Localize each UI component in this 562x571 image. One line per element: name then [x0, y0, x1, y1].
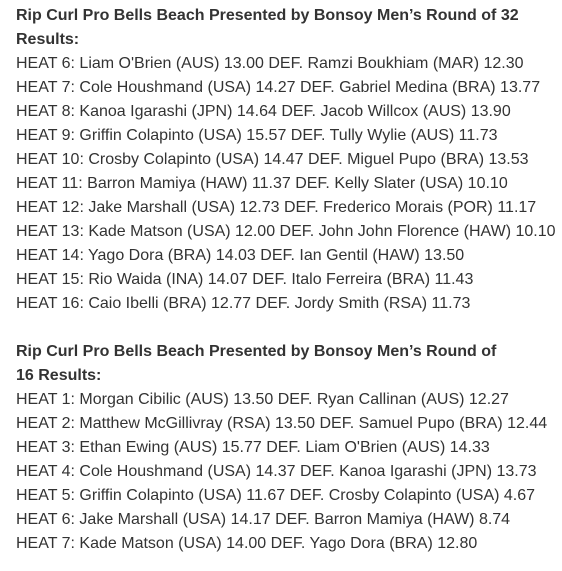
heat-result: HEAT 5: Griffin Colapinto (USA) 11.67 DEF. Crosby Colapinto (USA) 4.67 — [16, 487, 536, 504]
round-of-32-title: Rip Curl Pro Bells Beach Presented by Bonsoy Men’s Round of 32 Results: — [16, 7, 519, 48]
heat-result: HEAT 6: Liam O'Brien (AUS) 13.00 DEF. Ramzi Boukhiam (MAR) 12.30 — [16, 55, 524, 72]
heat-result: HEAT 1: Morgan Cibilic (AUS) 13.50 DEF. Ryan Callinan (AUS) 12.27 — [16, 391, 509, 408]
heat-result: HEAT 12: Jake Marshall (USA) 12.73 DEF. Frederico Morais (POR) 11.17 — [16, 199, 537, 216]
section-spacer — [16, 316, 546, 340]
round-of-16-results — [16, 388, 546, 556]
heat-result: HEAT 16: Caio Ibelli (BRA) 12.77 DEF. Jordy Smith (RSA) 11.73 — [16, 295, 471, 312]
round-of-32-results — [16, 52, 556, 316]
heat-result: HEAT 3: Ethan Ewing (AUS) 15.77 DEF. Liam O'Brien (AUS) 14.33 — [16, 439, 490, 456]
heat-result: HEAT 11: Barron Mamiya (HAW) 11.37 DEF. Kelly Slater (USA) 10.10 — [16, 175, 508, 192]
heat-result: HEAT 8: Kanoa Igarashi (JPN) 14.64 DEF. Jacob Willcox (AUS) 13.90 — [16, 103, 511, 120]
heat-result: HEAT 6: Jake Marshall (USA) 14.17 DEF. Barron Mamiya (HAW) 8.74 — [16, 511, 511, 528]
heat-result: HEAT 7: Kade Matson (USA) 14.00 DEF. Yago Dora (BRA) 12.80 — [16, 535, 478, 552]
heat-result: HEAT 7: Cole Houshmand (USA) 14.27 DEF. Gabriel Medina (BRA) 13.77 — [16, 79, 541, 96]
heat-result: HEAT 9: Griffin Colapinto (USA) 15.57 DEF. Tully Wylie (AUS) 11.73 — [16, 127, 498, 144]
heat-result: HEAT 4: Cole Houshmand (USA) 14.37 DEF. Kanoa Igarashi (JPN) 13.73 — [16, 463, 537, 480]
round-of-32-section — [16, 4, 556, 316]
round-of-16-section — [16, 340, 546, 556]
heat-result: HEAT 13: Kade Matson (USA) 12.00 DEF. John John Florence (HAW) 10.10 — [16, 223, 556, 240]
heat-result: HEAT 14: Yago Dora (BRA) 14.03 DEF. Ian Gentil (HAW) 13.50 — [16, 247, 465, 264]
round-of-16-title: Rip Curl Pro Bells Beach Presented by Bonsoy Men’s Round of 16 Results: — [16, 343, 497, 384]
heat-result: HEAT 10: Crosby Colapinto (USA) 14.47 DEF. Miguel Pupo (BRA) 13.53 — [16, 151, 529, 168]
heat-result: HEAT 2: Matthew McGillivray (RSA) 13.50 DEF. Samuel Pupo (BRA) 12.44 — [16, 415, 548, 432]
heat-result: HEAT 15: Rio Waida (INA) 14.07 DEF. Italo Ferreira (BRA) 11.43 — [16, 271, 474, 288]
